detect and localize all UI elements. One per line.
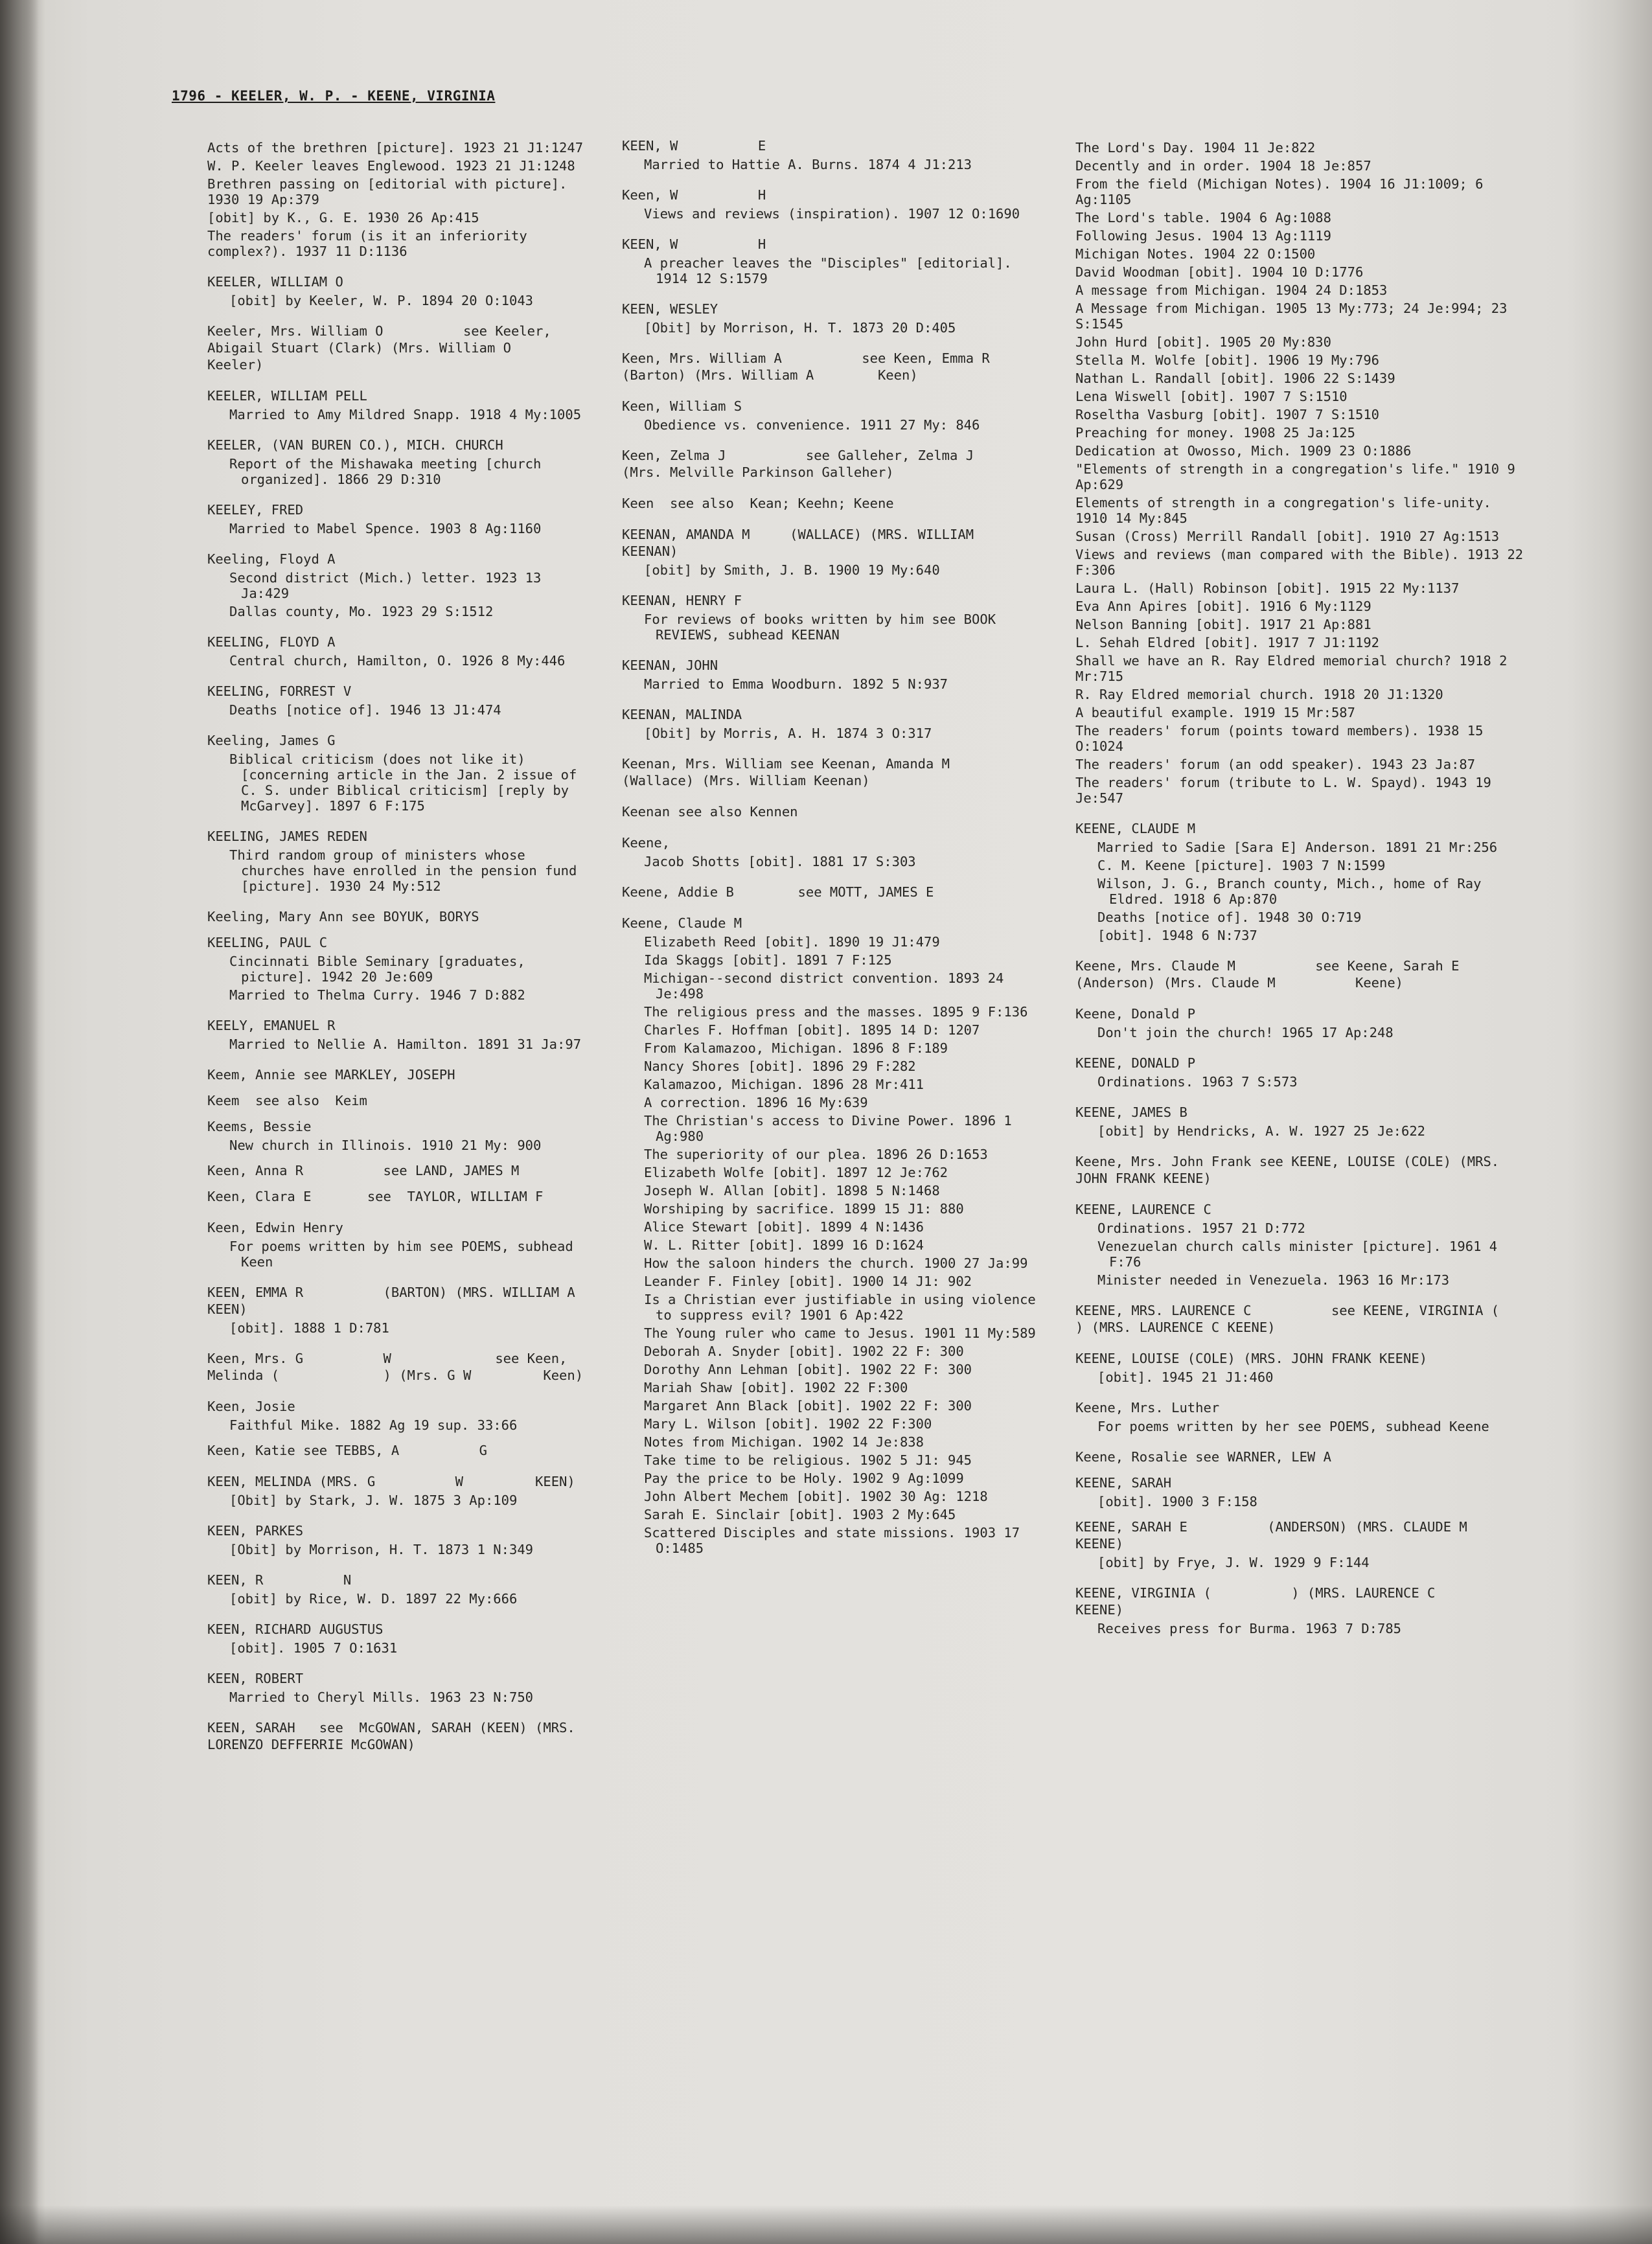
index-entry: [1075, 1104, 1529, 1139]
citation-line: Deborah A. Snyder [obit]. 1902 22 F: 300: [644, 1344, 964, 1359]
entry-heading: Keene, Mrs. Claude M see Keene, Sarah E (Anderson) (Mrs. Claude M Keene): [1075, 958, 1539, 990]
citation-line: From Kalamazoo, Michigan. 1896 8 F:189: [644, 1040, 948, 1056]
citation-line: Biblical criticism (does not like it) [concerning article in the Jan. 2 issue of C. S. under Biblical criticism] [reply by McGarvey]. 1897 6 F:175: [229, 751, 585, 814]
index-entry: [622, 834, 1037, 869]
index-entry: [622, 495, 1037, 512]
index-entry: [207, 908, 596, 925]
entry-heading: KEENE, VIRGINIA ( ) (MRS. LAURENCE C KEENE): [1075, 1585, 1515, 1618]
index-entry: [1075, 1005, 1529, 1040]
citation-line: The readers' forum (is it an inferiority complex?). 1937 11 D:1136: [207, 228, 536, 259]
citation-line: Third random group of ministers whose churches have enrolled in the pension fund [picture]. 1930 24 My:512: [229, 847, 585, 894]
citation-line: The Christian's access to Divine Power. 1896 1 Ag:980: [644, 1113, 1020, 1144]
index-entry: [622, 137, 1037, 172]
citation-line: Kalamazoo, Michigan. 1896 28 Mr:411: [644, 1077, 924, 1092]
citation-line: A message from Michigan. 1904 24 D:1853: [1075, 282, 1388, 298]
citation-line: Sarah E. Sinclair [obit]. 1903 2 My:645: [644, 1507, 956, 1522]
citation-line: Don't join the church! 1965 17 Ap:248: [1097, 1025, 1394, 1040]
entry-heading: KEELING, FLOYD A: [207, 634, 336, 650]
citation-line: [obit] by K., G. E. 1930 26 Ap:415: [207, 210, 479, 225]
citation-line: Ordinations. 1957 21 D:772: [1097, 1220, 1305, 1236]
index-entry: [207, 323, 596, 373]
index-entry: [622, 755, 1037, 789]
citation-line: Roseltha Vasburg [obit]. 1907 7 S:1510: [1075, 407, 1379, 422]
citation-line: From the field (Michigan Notes). 1904 16 J1:1009; 6 Ag:1105: [1075, 176, 1491, 207]
citation-line: [obit]. 1888 1 D:781: [229, 1320, 389, 1336]
index-entry: [622, 398, 1037, 433]
index-entry: [1075, 1302, 1579, 1336]
index-entry: [1075, 1518, 1548, 1570]
citation-line: Shall we have an R. Ray Eldred memorial church? 1918 2 Mr:715: [1075, 653, 1515, 684]
index-entry: [207, 1092, 596, 1109]
citation-line: Lena Wiswell [obit]. 1907 7 S:1510: [1075, 389, 1348, 404]
entry-heading: KEELY, EMANUEL R: [207, 1018, 336, 1033]
index-entry: [1075, 1350, 1529, 1385]
index-entry: [207, 1572, 596, 1607]
entry-heading: KEENE, JAMES B: [1075, 1105, 1187, 1120]
citation-line: The Lord's Day. 1904 11 Je:822: [1075, 140, 1316, 155]
index-entry: [1075, 140, 1532, 806]
index-entry: [622, 447, 1054, 481]
citation-line: The readers' forum (points toward members). 1938 15 O:1024: [1075, 723, 1491, 754]
citation-line: W. L. Ritter [obit]. 1899 16 D:1624: [644, 1237, 924, 1253]
entry-heading: KEEN, W E: [622, 138, 766, 154]
citation-line: [obit] by Smith, J. B. 1900 19 My:640: [644, 562, 940, 578]
citation-line: Brethren passing on [editorial with picture]. 1930 19 Ap:379: [207, 176, 575, 207]
citation-line: Preaching for money. 1908 25 Ja:125: [1075, 425, 1355, 441]
entry-heading: KEENAN, AMANDA M (WALLACE) (MRS. WILLIAM KEENAN): [622, 527, 982, 559]
citation-line: Second district (Mich.) letter. 1923 13 Ja:429: [229, 570, 549, 601]
index-entry: [207, 1621, 596, 1656]
entry-heading: Keeling, James G: [207, 733, 336, 748]
index-entry: [207, 1350, 596, 1384]
entry-heading: KEEN, EMMA R (BARTON) (MRS. WILLIAM A KEEN): [207, 1285, 584, 1317]
entry-heading: Keen, W H: [622, 187, 766, 203]
entry-heading: Keene, Donald P: [1075, 1006, 1196, 1022]
entry-heading: KEELING, FORREST V: [207, 683, 352, 699]
index-entry: [207, 1719, 596, 1753]
entry-heading: KEELER, (VAN BUREN CO.), MICH. CHURCH: [207, 437, 503, 453]
index-entry: [207, 1066, 596, 1083]
citation-line: Ordinations. 1963 7 S:573: [1097, 1074, 1298, 1090]
entry-heading: KEEN, RICHARD AUGUSTUS: [207, 1621, 384, 1637]
citation-line: [obit]. 1905 7 O:1631: [229, 1640, 398, 1656]
citation-line: [obit] by Frye, J. W. 1929 9 F:144: [1097, 1555, 1370, 1570]
index-entry: [622, 884, 1037, 900]
citation-line: Scattered Disciples and state missions. 1903 17 O:1485: [644, 1525, 1028, 1556]
index-entry: [207, 1219, 596, 1270]
index-entry: [622, 915, 1044, 1556]
entry-heading: Keenan see also Kennen: [622, 804, 798, 819]
index-entry: [207, 1670, 596, 1705]
entry-heading: KEEN, SARAH see McGOWAN, SARAH (KEEN) (MRS. LORENZO DEFFERRIE McGOWAN): [207, 1720, 584, 1752]
citation-line: Elizabeth Reed [obit]. 1890 19 J1:479: [644, 934, 940, 950]
entry-heading: KEENE, LOUISE (COLE) (MRS. JOHN FRANK KEENE): [1075, 1351, 1428, 1366]
citation-line: Following Jesus. 1904 13 Ag:1119: [1075, 228, 1331, 244]
index-entry: [207, 273, 596, 308]
citation-line: Dallas county, Mo. 1923 29 S:1512: [229, 604, 494, 619]
entry-heading: KEELER, WILLIAM O: [207, 274, 343, 290]
entry-heading: Keene, Claude M: [622, 915, 742, 931]
citation-line: Married to Nellie A. Hamilton. 1891 31 Ja:97: [229, 1036, 582, 1052]
citation-line: [Obit] by Morris, A. H. 1874 3 O:317: [644, 726, 932, 741]
citation-line: Married to Emma Woodburn. 1892 5 N:937: [644, 676, 948, 692]
index-entry: [622, 350, 1070, 384]
entry-heading: KEENE, CLAUDE M: [1075, 821, 1196, 836]
citation-line: Notes from Michigan. 1902 14 Je:838: [644, 1434, 924, 1450]
entry-heading: KEEN, WESLEY: [622, 301, 718, 317]
citation-line: Elizabeth Wolfe [obit]. 1897 12 Je:762: [644, 1165, 948, 1180]
citation-line: Michigan Notes. 1904 22 O:1500: [1075, 246, 1316, 262]
entry-heading: KEEN, PARKES: [207, 1523, 304, 1539]
entry-heading: Keen, Katie see TEBBS, A G: [207, 1443, 487, 1458]
citation-line: A preacher leaves the "Disciples" [editorial]. 1914 12 S:1579: [644, 255, 1020, 286]
index-entry: [207, 1188, 596, 1205]
citation-line: Deaths [notice of]. 1948 30 O:719: [1097, 910, 1362, 925]
entry-heading: KEELER, WILLIAM PELL: [207, 388, 367, 404]
citation-line: A correction. 1896 16 My:639: [644, 1095, 868, 1110]
index-entry: [622, 706, 1037, 741]
index-column-2: [622, 137, 1070, 1570]
entry-heading: Keen, Clara E see TAYLOR, WILLIAM F: [207, 1189, 544, 1204]
citation-line: Nancy Shores [obit]. 1896 29 F:282: [644, 1059, 916, 1074]
citation-line: Minister needed in Venezuela. 1963 16 Mr:173: [1097, 1272, 1450, 1288]
citation-line: Obedience vs. convenience. 1911 27 My: 846: [644, 417, 980, 433]
index-entry: [1075, 957, 1539, 991]
citation-line: Alice Stewart [obit]. 1899 4 N:1436: [644, 1219, 924, 1235]
index-entry: [207, 683, 596, 718]
entry-heading: Keems, Bessie: [207, 1119, 312, 1134]
index-column-1: [207, 137, 596, 1767]
entry-heading: Keen, Josie: [207, 1399, 295, 1414]
citation-line: David Woodman [obit]. 1904 10 D:1776: [1075, 264, 1364, 280]
index-entry: [622, 301, 1037, 336]
entry-heading: KEEN, W H: [622, 236, 766, 252]
citation-line: John Hurd [obit]. 1905 20 My:830: [1075, 334, 1331, 350]
citation-line: Report of the Mishawaka meeting [church organized]. 1866 29 D:310: [229, 456, 549, 487]
index-entry: [207, 732, 596, 814]
index-entry: [207, 1017, 596, 1052]
entry-heading: Keeler, Mrs. William O see Keeler, Abigail Stuart (Clark) (Mrs. William O Keeler): [207, 323, 575, 372]
index-entry: [207, 828, 596, 894]
entry-heading: Keen, Mrs. William A see Keen, Emma R (Barton) (Mrs. William A Keen): [622, 350, 1070, 383]
citation-line: Pay the price to be Holy. 1902 9 Ag:1099: [644, 1471, 964, 1486]
citation-line: "Elements of strength in a congregation's life." 1910 9 Ap:629: [1075, 461, 1524, 492]
citation-line: Take time to be religious. 1902 5 J1: 945: [644, 1452, 972, 1468]
entry-heading: KEEN, R N: [207, 1572, 352, 1588]
citation-line: Charles F. Hoffman [obit]. 1895 14 D: 1207: [644, 1022, 980, 1038]
citation-line: New church in Illinois. 1910 21 My: 900: [229, 1138, 542, 1153]
citation-line: Mary L. Wilson [obit]. 1902 22 F:300: [644, 1416, 932, 1432]
page-header: 1796 - KEELER, W. P. - KEENE, VIRGINIA: [172, 88, 496, 104]
citation-line: Views and reviews (inspiration). 1907 12 O:1690: [644, 206, 1020, 222]
entry-heading: KEENE, MRS. LAURENCE C see KEENE, VIRGINIA ( ) (MRS. LAURENCE C KEENE): [1075, 1303, 1579, 1335]
entry-heading: Keene, Mrs. Luther: [1075, 1400, 1220, 1415]
entry-heading: KEELING, PAUL C: [207, 935, 328, 950]
index-entry: [622, 526, 1037, 578]
citation-line: Leander F. Finley [obit]. 1900 14 J1: 902: [644, 1274, 972, 1289]
citation-line: Margaret Ann Black [obit]. 1902 22 F: 300: [644, 1398, 972, 1414]
index-entry: [207, 634, 596, 669]
index-entry: [1075, 1399, 1529, 1434]
citation-line: Ida Skaggs [obit]. 1891 7 F:125: [644, 952, 892, 968]
entry-heading: Keene,: [622, 835, 671, 851]
citation-line: [obit] by Rice, W. D. 1897 22 My:666: [229, 1591, 518, 1607]
index-entry: [622, 592, 1037, 643]
citation-line: For reviews of books written by him see BOOK REVIEWS, subhead KEENAN: [644, 612, 1004, 643]
entry-heading: Keen, Zelma J see Galleher, Zelma J (Mrs. Melville Parkinson Galleher): [622, 448, 1054, 480]
citation-line: John Albert Mechem [obit]. 1902 30 Ag: 1218: [644, 1489, 988, 1504]
citation-line: Married to Hattie A. Burns. 1874 4 J1:213: [644, 157, 972, 172]
index-entry: [1075, 1448, 1529, 1465]
citation-line: The religious press and the masses. 1895 9 F:136: [644, 1004, 1028, 1020]
entry-heading: Keem see also Keim: [207, 1093, 367, 1108]
index-entry: [207, 1398, 596, 1433]
entry-heading: Keen, Edwin Henry: [207, 1220, 343, 1235]
index-entry: [1075, 1153, 1529, 1187]
index-entry: [207, 387, 596, 422]
citation-line: [obit] by Keeler, W. P. 1894 20 O:1043: [229, 293, 533, 308]
citation-line: Dedication at Owosso, Mich. 1909 23 O:1886: [1075, 443, 1412, 459]
citation-line: Nathan L. Randall [obit]. 1906 22 S:1439: [1075, 371, 1395, 386]
citation-line: Wilson, J. G., Branch county, Mich., home of Ray Eldred. 1918 6 Ap:870: [1097, 876, 1489, 907]
citation-line: W. P. Keeler leaves Englewood. 1923 21 J1:1248: [207, 158, 575, 174]
citation-line: Michigan--second district convention. 1893 24 Je:498: [644, 970, 1012, 1002]
citation-line: C. M. Keene [picture]. 1903 7 N:1599: [1097, 858, 1386, 873]
index-entry: [622, 657, 1037, 692]
citation-line: Jacob Shotts [obit]. 1881 17 S:303: [644, 854, 916, 869]
citation-line: The readers' forum (tribute to L. W. Spayd). 1943 19 Je:547: [1075, 775, 1500, 806]
citation-line: Married to Cheryl Mills. 1963 23 N:750: [229, 1689, 533, 1705]
index-entry: [207, 140, 596, 259]
citation-line: Dorothy Ann Lehman [obit]. 1902 22 F: 300: [644, 1362, 972, 1377]
citation-line: Joseph W. Allan [obit]. 1898 5 N:1468: [644, 1183, 940, 1198]
index-entry: [622, 187, 1037, 222]
citation-line: The readers' forum (an odd speaker). 1943 23 Ja:87: [1075, 757, 1476, 772]
citation-line: A Message from Michigan. 1905 13 My:773; 24 Je:994; 23 S:1545: [1075, 301, 1515, 332]
citation-line: Faithful Mike. 1882 Ag 19 sup. 33:66: [229, 1417, 518, 1433]
citation-line: Elements of strength in a congregation's life-unity. 1910 14 My:845: [1075, 495, 1500, 526]
citation-line: For poems written by her see POEMS, subhead Keene: [1097, 1419, 1489, 1434]
citation-line: Married to Amy Mildred Snapp. 1918 4 My:1005: [229, 407, 582, 422]
entry-heading: Keenan, Mrs. William see Keenan, Amanda M (Wallace) (Mrs. William Keenan): [622, 756, 1030, 788]
index-entry: [622, 236, 1037, 286]
index-entry: [1075, 1474, 1529, 1509]
citation-line: Deaths [notice of]. 1946 13 J1:474: [229, 702, 501, 718]
entry-heading: KEENAN, JOHN: [622, 658, 718, 673]
page-bottom-shadow: [0, 2205, 1652, 2244]
index-entry: [1075, 820, 1529, 943]
entry-heading: KEELING, JAMES REDEN: [207, 829, 367, 844]
citation-line: A beautiful example. 1919 15 Mr:587: [1075, 705, 1355, 720]
citation-line: L. Sehah Eldred [obit]. 1917 7 J1:1192: [1075, 635, 1379, 650]
index-entry: [207, 437, 596, 487]
citation-line: Married to Thelma Curry. 1946 7 D:882: [229, 987, 525, 1003]
citation-line: Married to Mabel Spence. 1903 8 Ag:1160: [229, 521, 542, 536]
entry-heading: KEENAN, MALINDA: [622, 707, 742, 722]
entry-heading: KEENE, SARAH: [1075, 1475, 1172, 1491]
entry-heading: Keem, Annie see MARKLEY, JOSEPH: [207, 1067, 455, 1082]
index-column-3: [1075, 137, 1579, 1651]
citation-line: Mariah Shaw [obit]. 1902 22 F:300: [644, 1380, 908, 1395]
entry-heading: KEENE, DONALD P: [1075, 1055, 1196, 1071]
entry-heading: Keene, Addie B see MOTT, JAMES E: [622, 884, 934, 900]
entry-heading: Keen, Mrs. G W see Keen, Melinda ( ) (Mrs. G W Keen): [207, 1351, 584, 1383]
entry-heading: KEEN, MELINDA (MRS. G W KEEN): [207, 1474, 575, 1489]
citation-line: [Obit] by Stark, J. W. 1875 3 Ap:109: [229, 1493, 518, 1508]
entry-heading: KEEN, ROBERT: [207, 1671, 304, 1686]
index-entry: [207, 1473, 596, 1508]
entry-heading: Keen, William S: [622, 398, 742, 414]
citation-line: [obit]. 1948 6 N:737: [1097, 928, 1257, 943]
index-entry: [1075, 1585, 1529, 1636]
citation-line: [obit]. 1945 21 J1:460: [1097, 1369, 1274, 1385]
index-entry: [207, 934, 596, 1003]
index-entry: [207, 1442, 596, 1459]
citation-line: [Obit] by Morrison, H. T. 1873 20 D:405: [644, 320, 956, 336]
book-spine-shadow: [0, 0, 39, 2244]
entry-heading: Keene, Rosalie see WARNER, LEW A: [1075, 1449, 1331, 1465]
citation-line: Eva Ann Apires [obit]. 1916 6 My:1129: [1075, 599, 1371, 614]
entry-heading: KEENE, SARAH E (ANDERSON) (MRS. CLAUDE M KEENE): [1075, 1519, 1548, 1551]
index-entry: [207, 1162, 596, 1179]
index-entry: [1075, 1055, 1529, 1090]
citation-line: The Lord's table. 1904 6 Ag:1088: [1075, 210, 1331, 225]
citation-line: Susan (Cross) Merrill Randall [obit]. 1910 27 Ag:1513: [1075, 529, 1500, 544]
index-entry: [207, 551, 596, 619]
entry-heading: Keene, Mrs. John Frank see KEENE, LOUISE (COLE) (MRS. JOHN FRANK KEENE): [1075, 1154, 1508, 1186]
citation-line: Nelson Banning [obit]. 1917 21 Ap:881: [1075, 617, 1371, 632]
citation-line: The Young ruler who came to Jesus. 1901 11 My:589: [644, 1325, 1036, 1341]
citation-line: Is a Christian ever justifiable in using violence to suppress evil? 1901 6 Ap:422: [644, 1292, 1044, 1323]
citation-line: Views and reviews (man compared with the Bible). 1913 22 F:306: [1075, 547, 1532, 578]
citation-line: Cincinnati Bible Seminary [graduates, picture]. 1942 20 Je:609: [229, 954, 533, 985]
citation-line: Stella M. Wolfe [obit]. 1906 19 My:796: [1075, 352, 1379, 368]
entry-heading: KEENE, LAURENCE C: [1075, 1202, 1211, 1217]
index-entry: [207, 1284, 596, 1336]
citation-line: [obit] by Hendricks, A. W. 1927 25 Je:622: [1097, 1123, 1426, 1139]
citation-line: Decently and in order. 1904 18 Je:857: [1075, 158, 1371, 174]
citation-line: [obit]. 1900 3 F:158: [1097, 1494, 1257, 1509]
citation-line: R. Ray Eldred memorial church. 1918 20 J1:1320: [1075, 687, 1443, 702]
entry-heading: Keeling, Mary Ann see BOYUK, BORYS: [207, 909, 479, 924]
citation-line: [Obit] by Morrison, H. T. 1873 1 N:349: [229, 1542, 533, 1557]
entry-heading: KEELEY, FRED: [207, 502, 304, 518]
citation-line: Acts of the brethren [picture]. 1923 21 J1:1247: [207, 140, 584, 155]
entry-heading: Keeling, Floyd A: [207, 551, 336, 567]
citation-line: Receives press for Burma. 1963 7 D:785: [1097, 1621, 1401, 1636]
citation-line: Married to Sadie [Sara E] Anderson. 1891 21 Mr:256: [1097, 840, 1498, 855]
entry-heading: KEENAN, HENRY F: [622, 593, 742, 608]
citation-line: How the saloon hinders the church. 1900 27 Ja:99: [644, 1255, 1028, 1271]
index-entry: [622, 803, 1037, 820]
citation-line: Venezuelan church calls minister [picture]. 1961 4 F:76: [1097, 1239, 1506, 1270]
index-entry: [207, 1118, 596, 1153]
citation-line: Central church, Hamilton, O. 1926 8 My:446: [229, 653, 566, 669]
entry-heading: Keen, Anna R see LAND, JAMES M: [207, 1163, 520, 1178]
index-entry: [1075, 1201, 1529, 1288]
index-entry: [207, 1522, 596, 1557]
entry-heading: Keen see also Kean; Keehn; Keene: [622, 496, 894, 511]
citation-line: The superiority of our plea. 1896 26 D:1653: [644, 1147, 988, 1162]
citation-line: For poems written by him see POEMS, subhead Keen: [229, 1239, 582, 1270]
citation-line: Worshiping by sacrifice. 1899 15 J1: 880: [644, 1201, 964, 1217]
citation-line: Laura L. (Hall) Robinson [obit]. 1915 22 My:1137: [1075, 580, 1460, 596]
index-entry: [207, 501, 596, 536]
